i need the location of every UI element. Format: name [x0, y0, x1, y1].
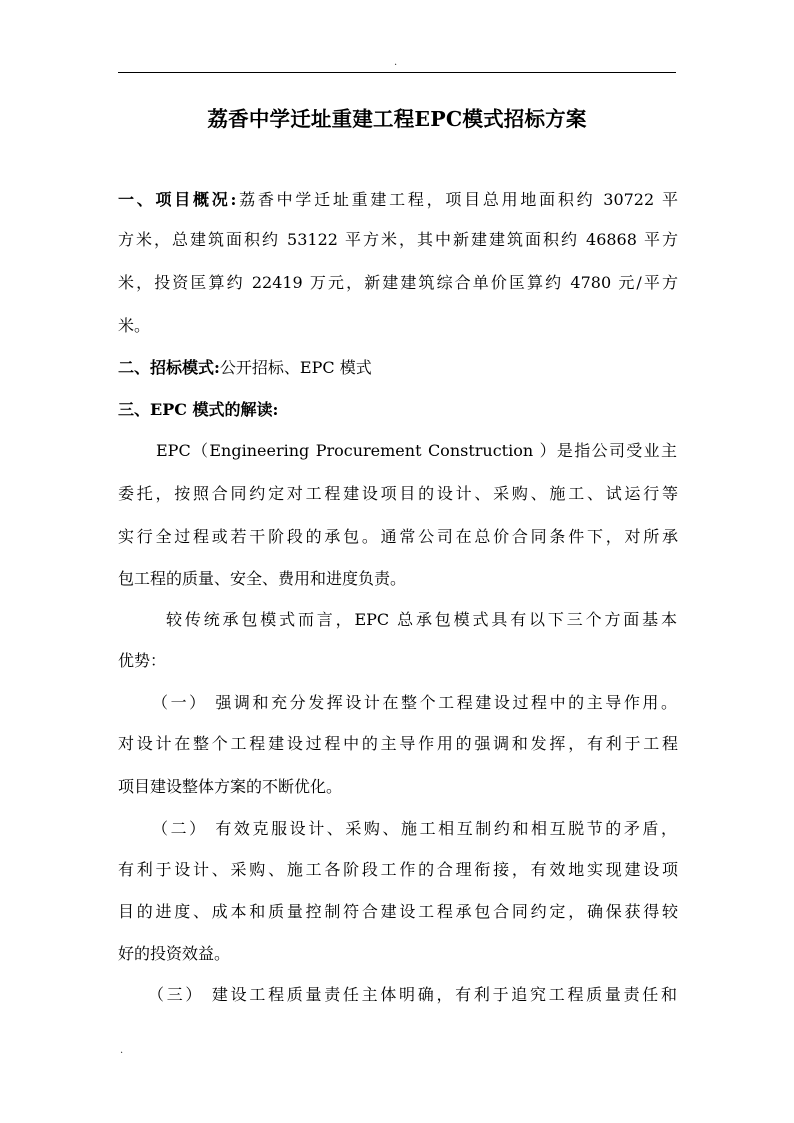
section1-line1: [118, 187, 678, 213]
point1-line: 项目建设整体方案的不断优化。: [118, 777, 343, 796]
footer-mark: .: [120, 1045, 124, 1056]
header-mark: .: [394, 57, 398, 68]
section1-line3: 米，投资匡算约 22419 万元，新建建筑综合单价匡算约 4780 元/平方: [118, 273, 678, 292]
section2-line: [118, 355, 678, 381]
section1-line1-text: 荔香中学迁址重建工程，项目总用地面积约 30722 平: [236, 190, 678, 209]
section3-heading: 三、EPC 模式的解读:: [118, 400, 279, 419]
section1-heading: 一、项目概况:: [118, 190, 237, 209]
point2-line: 目的进度、成本和质量控制符合建设工程承包合同约定，确保获得较: [118, 902, 678, 921]
epc-para-line: 包工程的质量、安全、费用和进度负责。: [118, 569, 407, 588]
section1-line2: 方米，总建筑面积约 53122 平方米，其中新建建筑面积约 46868 平方: [118, 230, 678, 249]
point2-line: 有利于设计、采购、施工各阶段工作的合理衔接，有效地实现建设项: [118, 860, 678, 879]
point2-line: 好的投资效益。: [118, 944, 231, 963]
document-title: 荔香中学迁址重建工程EPC模式招标方案: [207, 107, 587, 131]
advantages-intro-line: 优势：: [118, 651, 167, 670]
section2-heading: 二、招标模式:: [118, 358, 220, 377]
section2-text: 公开招标、EPC 模式: [219, 358, 372, 377]
epc-para-line: 委托，按照合同约定对工程建设项目的设计、采购、施工、试运行等: [118, 484, 678, 503]
epc-para-line: 实行全过程或若干阶段的承包。通常公司在总价合同条件下，对所承: [118, 527, 678, 546]
header-rule: [118, 72, 676, 73]
section1-line4: 米。: [118, 316, 151, 335]
point1-line: （一） 强调和充分发挥设计在整个工程建设过程中的主导作用。: [152, 693, 677, 712]
point2-line: （二） 有效克服设计、采购、施工相互制约和相互脱节的矛盾，: [152, 819, 677, 838]
point3-line: （三） 建设工程质量责任主体明确，有利于追究工程质量责任和: [148, 985, 677, 1004]
point1-line: 对设计在整个工程建设过程中的主导作用的强调和发挥，有利于工程: [118, 734, 678, 753]
advantages-intro-line: 较传统承包模式而言，EPC 总承包模式具有以下三个方面基本: [166, 610, 677, 629]
epc-para-line: EPC（Engineering Procurement Construction ）是指公司受业主: [156, 441, 677, 460]
